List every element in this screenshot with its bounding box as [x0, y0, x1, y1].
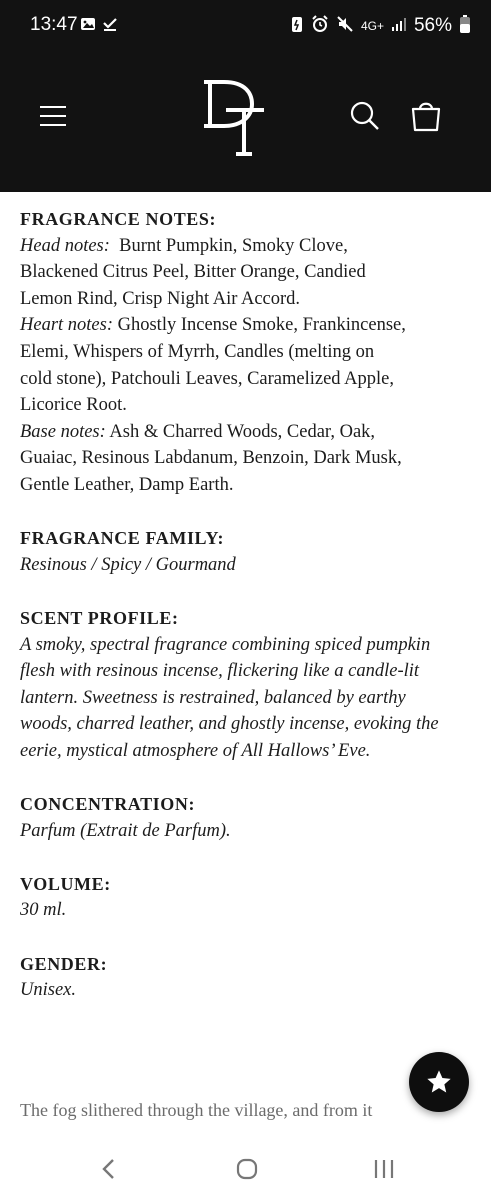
base-notes-line-2: Guaiac, Resinous Labdanum, Benzoin, Dark Musk,: [20, 448, 402, 469]
head-notes-line-3: Lemon Rind, Crisp Night Air Accord.: [20, 288, 301, 309]
signal-icon: [391, 16, 407, 35]
concentration-value: Parfum (Extrait de Parfum).: [20, 820, 231, 841]
status-time: 13:47: [30, 14, 78, 35]
scent-profile-line-3: lantern. Sweetness is restrained, balanced by earthy: [20, 687, 406, 708]
head-notes-line: [20, 233, 475, 260]
cart-icon: [408, 98, 444, 134]
fragrance-notes-heading: FRAGRANCE NOTES:: [20, 209, 217, 229]
gender-value: Unisex.: [20, 980, 76, 1001]
cart-button[interactable]: [408, 98, 444, 134]
head-notes-label: Head notes:: [20, 235, 110, 256]
recents-button[interactable]: [372, 1158, 396, 1185]
heart-notes-text: Ghostly Incense Smoke, Frankincense,: [117, 315, 406, 336]
battery-saver-icon: [290, 15, 304, 36]
base-notes-line: [20, 419, 475, 446]
gender-heading: GENDER:: [20, 953, 108, 974]
battery-icon: [459, 14, 471, 37]
fragrance-family-heading: FRAGRANCE FAMILY:: [20, 528, 225, 549]
head-notes-line-2: Blackened Citrus Peel, Bitter Orange, Candied: [20, 262, 366, 283]
volume-heading: VOLUME:: [20, 873, 111, 894]
fragrance-family-section: [20, 525, 475, 578]
head-notes-text: Burnt Pumpkin, Smoky Clove,: [119, 235, 348, 256]
network-type: 4G+: [360, 18, 384, 33]
status-left-icons: [80, 16, 118, 37]
scent-profile-line-4: woods, charred leather, and ghostly incense, evoking the: [20, 714, 439, 735]
image-icon: [80, 16, 96, 37]
status-bar: [0, 0, 491, 52]
scent-profile-line-2: flesh with resinous incense, flickering like a candle-lit: [20, 661, 420, 682]
search-icon: [349, 100, 381, 132]
scent-profile-line-1: A smoky, spectral fragrance combining spiced pumpkin: [20, 634, 431, 655]
reviews-fab-button[interactable]: [409, 1052, 469, 1112]
scent-profile-section: [20, 605, 475, 765]
site-header: [0, 52, 491, 192]
heart-notes-label: Heart notes:: [20, 315, 113, 336]
base-notes-line-3: Gentle Leather, Damp Earth.: [20, 474, 234, 495]
back-button[interactable]: [100, 1158, 116, 1185]
story-paragraph: The fog slithered through the village, and from it: [20, 1100, 373, 1120]
product-description: [20, 206, 475, 1030]
home-icon: [236, 1158, 258, 1180]
volume-value: 30 ml.: [20, 900, 67, 921]
back-icon: [100, 1158, 116, 1180]
gender-section: [20, 951, 475, 1004]
search-button[interactable]: [349, 100, 381, 132]
menu-button[interactable]: [38, 100, 70, 132]
status-right-icons: [290, 14, 471, 37]
base-notes-label: Base notes:: [20, 421, 106, 442]
fragrance-notes-section: [20, 206, 475, 499]
heart-notes-line-2: Elemi, Whispers of Myrrh, Candles (melting on: [20, 341, 375, 362]
scent-profile-heading: SCENT PROFILE:: [20, 607, 179, 628]
heart-notes-line: [20, 312, 475, 339]
star-icon: [425, 1068, 453, 1096]
scent-profile-line-5: eerie, mystical atmosphere of All Hallows’ Eve.: [20, 740, 371, 761]
base-notes-text: Ash & Charred Woods, Cedar, Oak,: [109, 421, 376, 442]
heart-notes-line-4: Licorice Root.: [20, 395, 127, 416]
fragrance-family-value: Resinous / Spicy / Gourmand: [20, 554, 236, 575]
alarm-icon: [311, 15, 329, 36]
system-nav-bar: [0, 1130, 491, 1200]
brand-logo[interactable]: [202, 76, 270, 160]
volume-section: [20, 871, 475, 924]
mute-icon: [336, 15, 354, 36]
concentration-section: [20, 791, 475, 844]
battery-percent: 56%: [413, 14, 452, 36]
concentration-heading: CONCENTRATION:: [20, 794, 196, 815]
logo-mark: [202, 76, 270, 160]
heart-notes-line-3: cold stone), Patchouli Leaves, Caramelized Apple,: [20, 368, 394, 389]
home-button[interactable]: [236, 1158, 258, 1185]
check-download-icon: [102, 16, 118, 37]
recents-icon: [372, 1158, 396, 1180]
